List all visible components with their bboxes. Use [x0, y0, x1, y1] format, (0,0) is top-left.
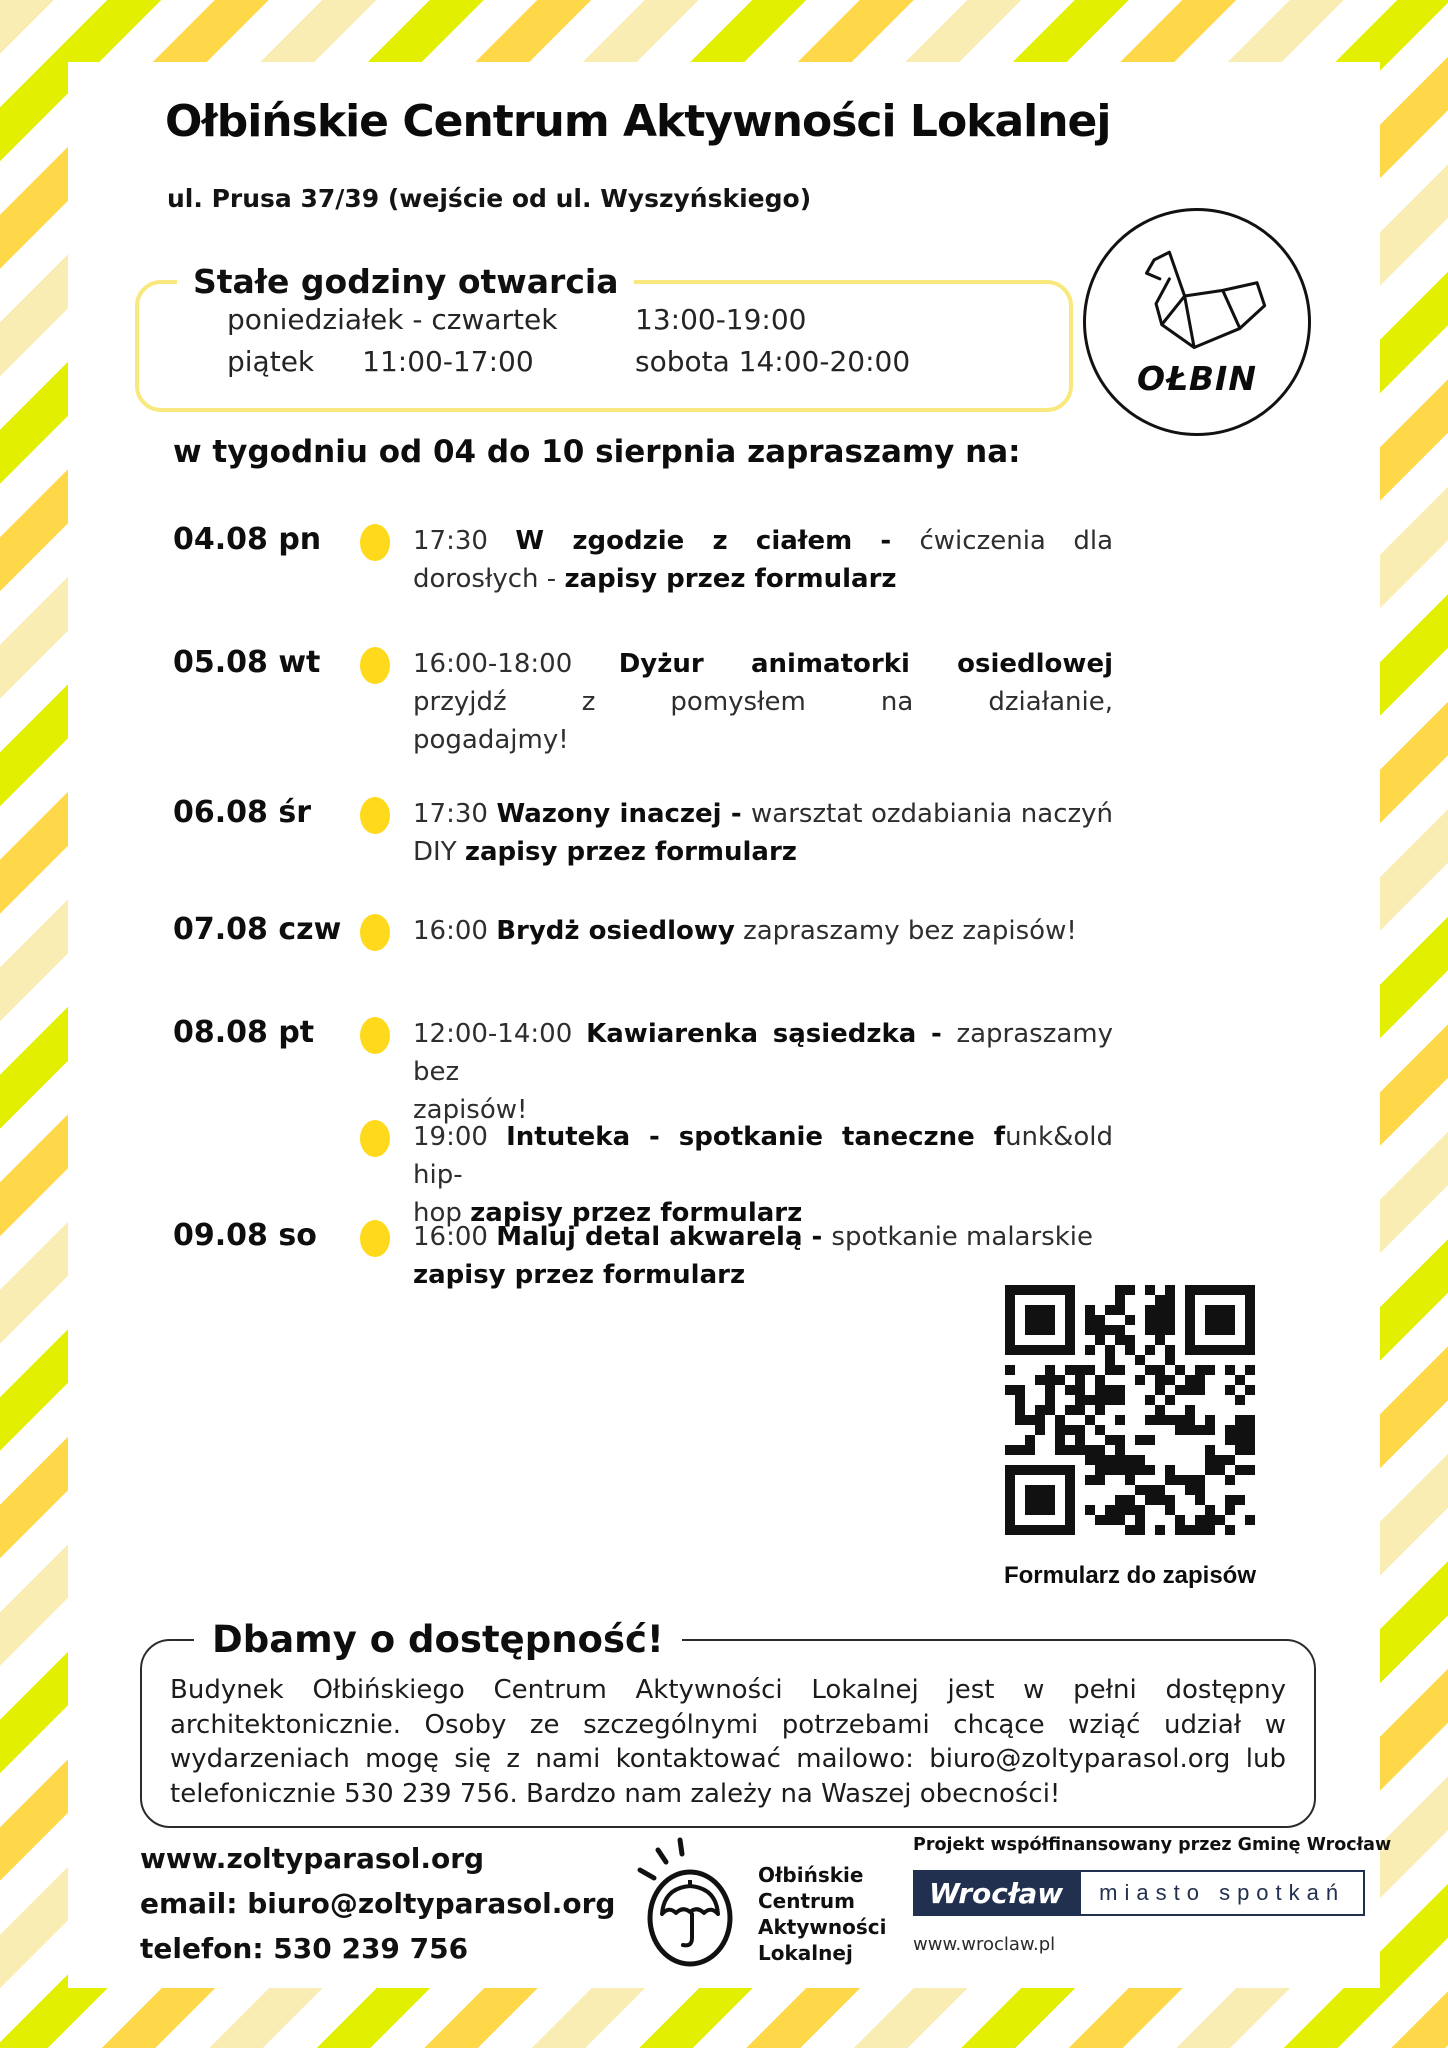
- qr-caption: Formularz do zapisów: [1003, 1562, 1257, 1589]
- contact-email: email: biuro@zoltyparasol.org: [140, 1887, 616, 1920]
- bullet-dot-icon: [360, 1017, 390, 1054]
- schedule-event-line: przyjdź z pomysłem na działanie,: [413, 687, 1113, 717]
- wroclaw-logo-name: Wrocław: [913, 1870, 1079, 1916]
- schedule-event-text: [413, 795, 1113, 871]
- schedule-event-line: DIY zapisy przez formularz: [413, 837, 797, 867]
- umbrella-icon: [628, 1834, 748, 1974]
- schedule-date: 08.08 pt: [173, 1015, 315, 1050]
- wroclaw-url: www.wroclaw.pl: [913, 1934, 1056, 1955]
- schedule-event-line: 16:00 Maluj detal akwarelą - spotkanie malarskie: [413, 1222, 1093, 1252]
- wroclaw-logo: [913, 1870, 1365, 1916]
- week-heading: w tygodniu od 04 do 10 sierpnia zapraszamy na:: [173, 434, 1021, 470]
- hours-fri-label: piątek: [227, 345, 315, 378]
- accessibility-box: [140, 1618, 1316, 1828]
- ocal-line: Lokalnej: [758, 1941, 853, 1965]
- schedule-event-line: 16:00-18:00 Dyżur animatorki osiedlowej: [413, 649, 1113, 679]
- schedule-event-line: pogadajmy!: [413, 725, 569, 755]
- qr-code: [1005, 1285, 1255, 1535]
- ocal-wordmark: [758, 1862, 886, 1966]
- schedule-event-text: [413, 1118, 1113, 1232]
- opening-hours-heading: Stałe godziny otwarcia: [193, 262, 619, 301]
- ocal-line: Aktywności: [758, 1915, 887, 1939]
- hours-mon-thu-label: poniedziałek - czwartek: [227, 303, 558, 336]
- schedule-date: 04.08 pn: [173, 522, 322, 557]
- hours-mon-thu-time: 13:00-19:00: [635, 303, 807, 336]
- schedule-event-line: hop zapisy przez formularz: [413, 1198, 803, 1228]
- schedule-event-text: [413, 1218, 1113, 1294]
- page-title: Ołbińskie Centrum Aktywności Lokalnej: [165, 96, 1111, 147]
- contact-block: [140, 1836, 615, 1971]
- hours-sat-label-time: sobota 14:00-20:00: [635, 345, 911, 378]
- accessibility-body: Budynek Ołbińskiego Centrum Aktywności Lokalnej jest w pełni dostępny architektonicznie. Osoby ze szczególnymi potrzebami chcące wziąć udział w wydarzeniach mogę się z nami kontaktować mailowo: biuro@zoltyparasol.org lub telefonicznie 530 239 756. Bardzo nam zależy na Waszej obecności!: [170, 1675, 1286, 1809]
- schedule-date: 06.08 śr: [173, 795, 311, 830]
- funding-note: Projekt współfinansowany przez Gminę Wrocław: [913, 1835, 1392, 1855]
- ocal-line: Ołbińskie: [758, 1863, 864, 1887]
- olbin-logo-label: OŁBIN: [1137, 359, 1257, 398]
- opening-hours-grid: [227, 303, 1069, 378]
- schedule-date: 05.08 wt: [173, 645, 321, 680]
- origami-swan-icon: [1122, 237, 1272, 357]
- bullet-dot-icon: [360, 647, 390, 684]
- schedule-date: 07.08 czw: [173, 912, 342, 947]
- schedule-event-line: 12:00-14:00 Kawiarenka sąsiedzka - zapraszamy bez: [413, 1019, 1113, 1087]
- wroclaw-logo-tagline: miasto spotkań: [1079, 1870, 1365, 1916]
- opening-hours-box: [135, 262, 1073, 412]
- schedule-date: 09.08 so: [173, 1218, 317, 1253]
- schedule-event-text: [413, 522, 1113, 598]
- schedule-event-line: 17:30 Wazony inaczej - warsztat ozdabiania naczyń: [413, 799, 1113, 829]
- schedule-event-line: zapisy przez formularz: [413, 1260, 746, 1290]
- contact-website: www.zoltyparasol.org: [140, 1842, 485, 1875]
- umbrella-logo: [628, 1834, 748, 1978]
- bullet-dot-icon: [360, 524, 390, 561]
- olbin-logo: [1083, 208, 1311, 436]
- poster-canvas: [68, 62, 1392, 1988]
- contact-phone: telefon: 530 239 756: [140, 1932, 469, 1965]
- bullet-dot-icon: [360, 914, 390, 951]
- ocal-line: Centrum: [758, 1889, 855, 1913]
- schedule-event-line: zapisów!: [413, 1095, 528, 1125]
- hours-fri-time: 11:00-17:00: [362, 345, 534, 378]
- schedule-event-line: 19:00 Intuteka - spotkanie taneczne funk&old hip-: [413, 1122, 1113, 1190]
- schedule-event-line: 16:00 Brydż osiedlowy zapraszamy bez zapisów!: [413, 916, 1077, 946]
- schedule-event-line: 17:30 W zgodzie z ciałem - ćwiczenia dla: [413, 526, 1113, 556]
- schedule-event-text: [413, 1015, 1113, 1129]
- schedule-event-text: [413, 645, 1113, 759]
- bullet-dot-icon: [360, 797, 390, 834]
- address-line: ul. Prusa 37/39 (wejście od ul. Wyszyńskiego): [167, 184, 812, 213]
- bullet-dot-icon: [360, 1120, 390, 1157]
- schedule-event-line: dorosłych - zapisy przez formularz: [413, 564, 897, 594]
- bullet-dot-icon: [360, 1220, 390, 1257]
- accessibility-heading: Dbamy o dostępność!: [212, 1618, 664, 1661]
- schedule-event-text: [413, 912, 1113, 950]
